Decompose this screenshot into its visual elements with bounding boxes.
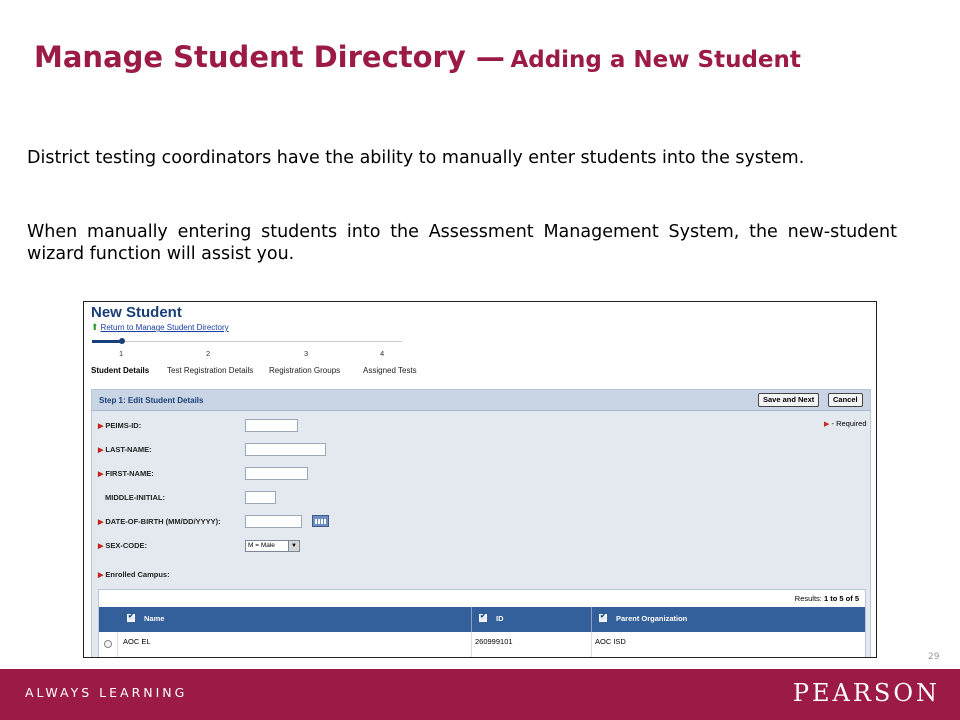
page-heading: New Student bbox=[91, 304, 182, 321]
row-radio[interactable] bbox=[104, 640, 112, 648]
first-name-label: ▶ FIRST-NAME: bbox=[98, 469, 154, 478]
calendar-icon[interactable] bbox=[312, 515, 329, 527]
back-link[interactable] bbox=[91, 322, 229, 333]
footer-tagline: ALWAYS LEARNING bbox=[25, 685, 188, 700]
step-assigned-tests[interactable]: Assigned Tests bbox=[363, 366, 417, 375]
checkbox-icon[interactable] bbox=[127, 614, 135, 622]
checkbox-icon[interactable] bbox=[599, 614, 607, 622]
column-name[interactable]: ✔Name bbox=[127, 614, 164, 623]
checkbox-icon[interactable] bbox=[479, 614, 487, 622]
step-number: 1 bbox=[119, 349, 124, 358]
panel-header bbox=[92, 390, 870, 411]
campus-grid bbox=[98, 589, 866, 658]
title-main: Manage Student Directory — bbox=[34, 40, 505, 74]
step-number: 3 bbox=[304, 349, 309, 358]
panel-title: Step 1: Edit Student Details bbox=[99, 396, 204, 405]
required-legend: ▶ - Required bbox=[824, 419, 867, 428]
row-id: 260999101 bbox=[475, 637, 513, 646]
required-marker-icon: ▶ bbox=[98, 447, 104, 454]
column-id[interactable]: ✔ ID bbox=[479, 614, 504, 623]
wizard-paragraph: When manually entering students into the Assessment Management System, the new-student wizard function will assist you. bbox=[27, 222, 897, 264]
table-row[interactable] bbox=[99, 632, 865, 658]
back-link-label: Return to Manage Student Directory bbox=[100, 323, 229, 332]
dob-input[interactable] bbox=[245, 515, 302, 528]
middle-initial-label: MIDDLE-INITIAL: bbox=[105, 493, 165, 502]
sex-code-value: M = Male bbox=[248, 542, 275, 549]
progress-marker bbox=[119, 338, 125, 344]
peims-id-input[interactable] bbox=[245, 419, 298, 432]
required-marker-icon: ▶ bbox=[98, 572, 104, 579]
step-test-registration[interactable]: Test Registration Details bbox=[167, 366, 254, 375]
required-marker-icon: ▶ bbox=[98, 543, 104, 550]
last-name-input[interactable] bbox=[245, 443, 326, 456]
required-marker-icon: ▶ bbox=[98, 423, 104, 430]
step-number: 4 bbox=[380, 349, 385, 358]
step-student-details[interactable]: Student Details bbox=[91, 366, 150, 375]
step-number: 2 bbox=[206, 349, 211, 358]
grid-header bbox=[99, 607, 865, 632]
results-count: Results: 1 to 5 of 5 bbox=[794, 594, 859, 603]
chevron-down-icon[interactable]: ▼ bbox=[288, 541, 299, 551]
required-marker-icon: ▶ bbox=[98, 471, 104, 478]
sex-code-select[interactable] bbox=[245, 540, 300, 552]
save-and-next-button[interactable]: Save and Next bbox=[758, 393, 819, 407]
edit-student-panel bbox=[91, 389, 871, 658]
pearson-logo: PEARSON bbox=[792, 679, 940, 707]
up-arrow-icon: ⬆ bbox=[91, 322, 99, 332]
slide-title bbox=[34, 40, 894, 79]
wizard-progress bbox=[92, 338, 412, 344]
row-parent: AOC ISD bbox=[595, 637, 626, 646]
required-marker-icon: ▶ bbox=[824, 421, 830, 428]
last-name-label: ▶ LAST-NAME: bbox=[98, 445, 152, 454]
first-name-input[interactable] bbox=[245, 467, 308, 480]
title-sub: Adding a New Student bbox=[510, 47, 801, 73]
new-student-screenshot bbox=[83, 301, 877, 658]
sex-code-label: ▶ SEX-CODE: bbox=[98, 541, 148, 550]
column-parent-organization[interactable]: ✔ Parent Organization bbox=[599, 614, 687, 623]
page-number: 29 bbox=[928, 652, 940, 662]
footer-bar bbox=[0, 669, 960, 720]
enrolled-campus-label: ▶ Enrolled Campus: bbox=[98, 570, 170, 579]
peims-id-label: ▶ PEIMS-ID: bbox=[98, 421, 142, 430]
cancel-button[interactable]: Cancel bbox=[828, 393, 863, 407]
intro-paragraph: District testing coordinators have the ability to manually enter students into the system. bbox=[27, 148, 805, 168]
required-marker-icon: ▶ bbox=[98, 519, 104, 526]
dob-label: ▶ DATE-OF-BIRTH (MM/DD/YYYY): bbox=[98, 517, 221, 526]
middle-initial-input[interactable] bbox=[245, 491, 276, 504]
step-registration-groups[interactable]: Registration Groups bbox=[269, 366, 341, 375]
row-name: AOC EL bbox=[123, 637, 151, 646]
